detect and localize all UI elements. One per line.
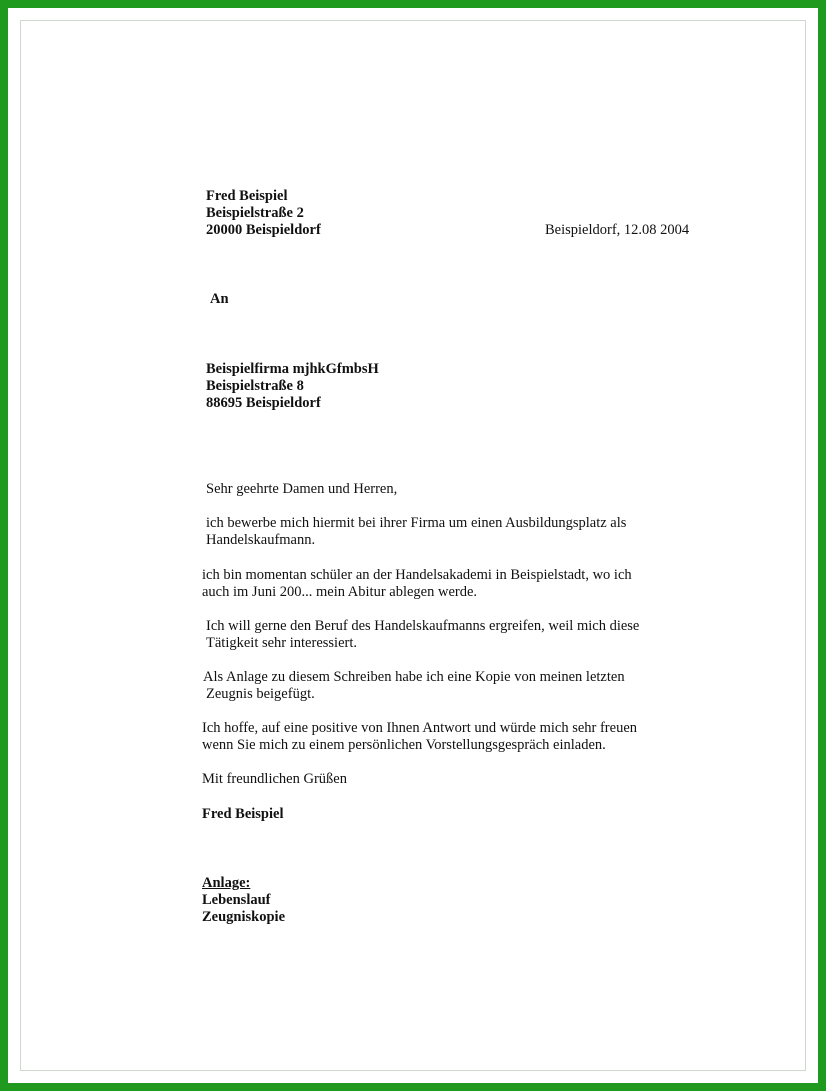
- place-date: Beispieldorf, 12.08 2004: [545, 222, 690, 238]
- to-label: An: [210, 291, 229, 307]
- paragraph-5-line-1: Ich hoffe, auf eine positive von Ihnen Antwort und würde mich sehr freuen: [202, 720, 638, 736]
- recipient-company: Beispielfirma mjhkGfmbsH: [206, 361, 379, 377]
- attachment-item: Lebenslauf: [202, 892, 271, 908]
- paragraph-2-line-1: ich bin momentan schüler an der Handelsakademi in Beispielstadt, wo ich: [202, 567, 632, 583]
- page-inner-border: [20, 20, 806, 1071]
- recipient-city: 88695 Beispieldorf: [206, 395, 321, 411]
- paragraph-4-line-1: Als Anlage zu diesem Schreiben habe ich eine Kopie von meinen letzten: [203, 669, 625, 685]
- paragraph-3-line-1: Ich will gerne den Beruf des Handelskaufmanns ergreifen, weil mich diese: [206, 618, 640, 634]
- sender-street: Beispielstraße 2: [206, 205, 304, 221]
- paragraph-1-line-1: ich bewerbe mich hiermit bei ihrer Firma um einen Ausbildungsplatz als: [206, 515, 627, 531]
- paragraph-3-line-2: Tätigkeit sehr interessiert.: [206, 635, 357, 651]
- sender-name: Fred Beispiel: [206, 188, 288, 204]
- paragraph-1-line-2: Handelskaufmann.: [206, 532, 316, 548]
- signature: Fred Beispiel: [202, 806, 284, 822]
- recipient-street: Beispielstraße 8: [206, 378, 304, 394]
- attachment-item: Zeugniskopie: [202, 909, 285, 925]
- paragraph-5-line-2: wenn Sie mich zu einem persönlichen Vorstellungsgespräch einladen.: [202, 737, 606, 753]
- paragraph-4-line-2: Zeugnis beigefügt.: [206, 686, 315, 702]
- closing: Mit freundlichen Grüßen: [202, 771, 347, 787]
- salutation: Sehr geehrte Damen und Herren,: [206, 481, 398, 497]
- sender-city: 20000 Beispieldorf: [206, 222, 321, 238]
- paragraph-2-line-2: auch im Juni 200... mein Abitur ablegen werde.: [202, 584, 478, 600]
- attachments-label: Anlage:: [202, 875, 251, 891]
